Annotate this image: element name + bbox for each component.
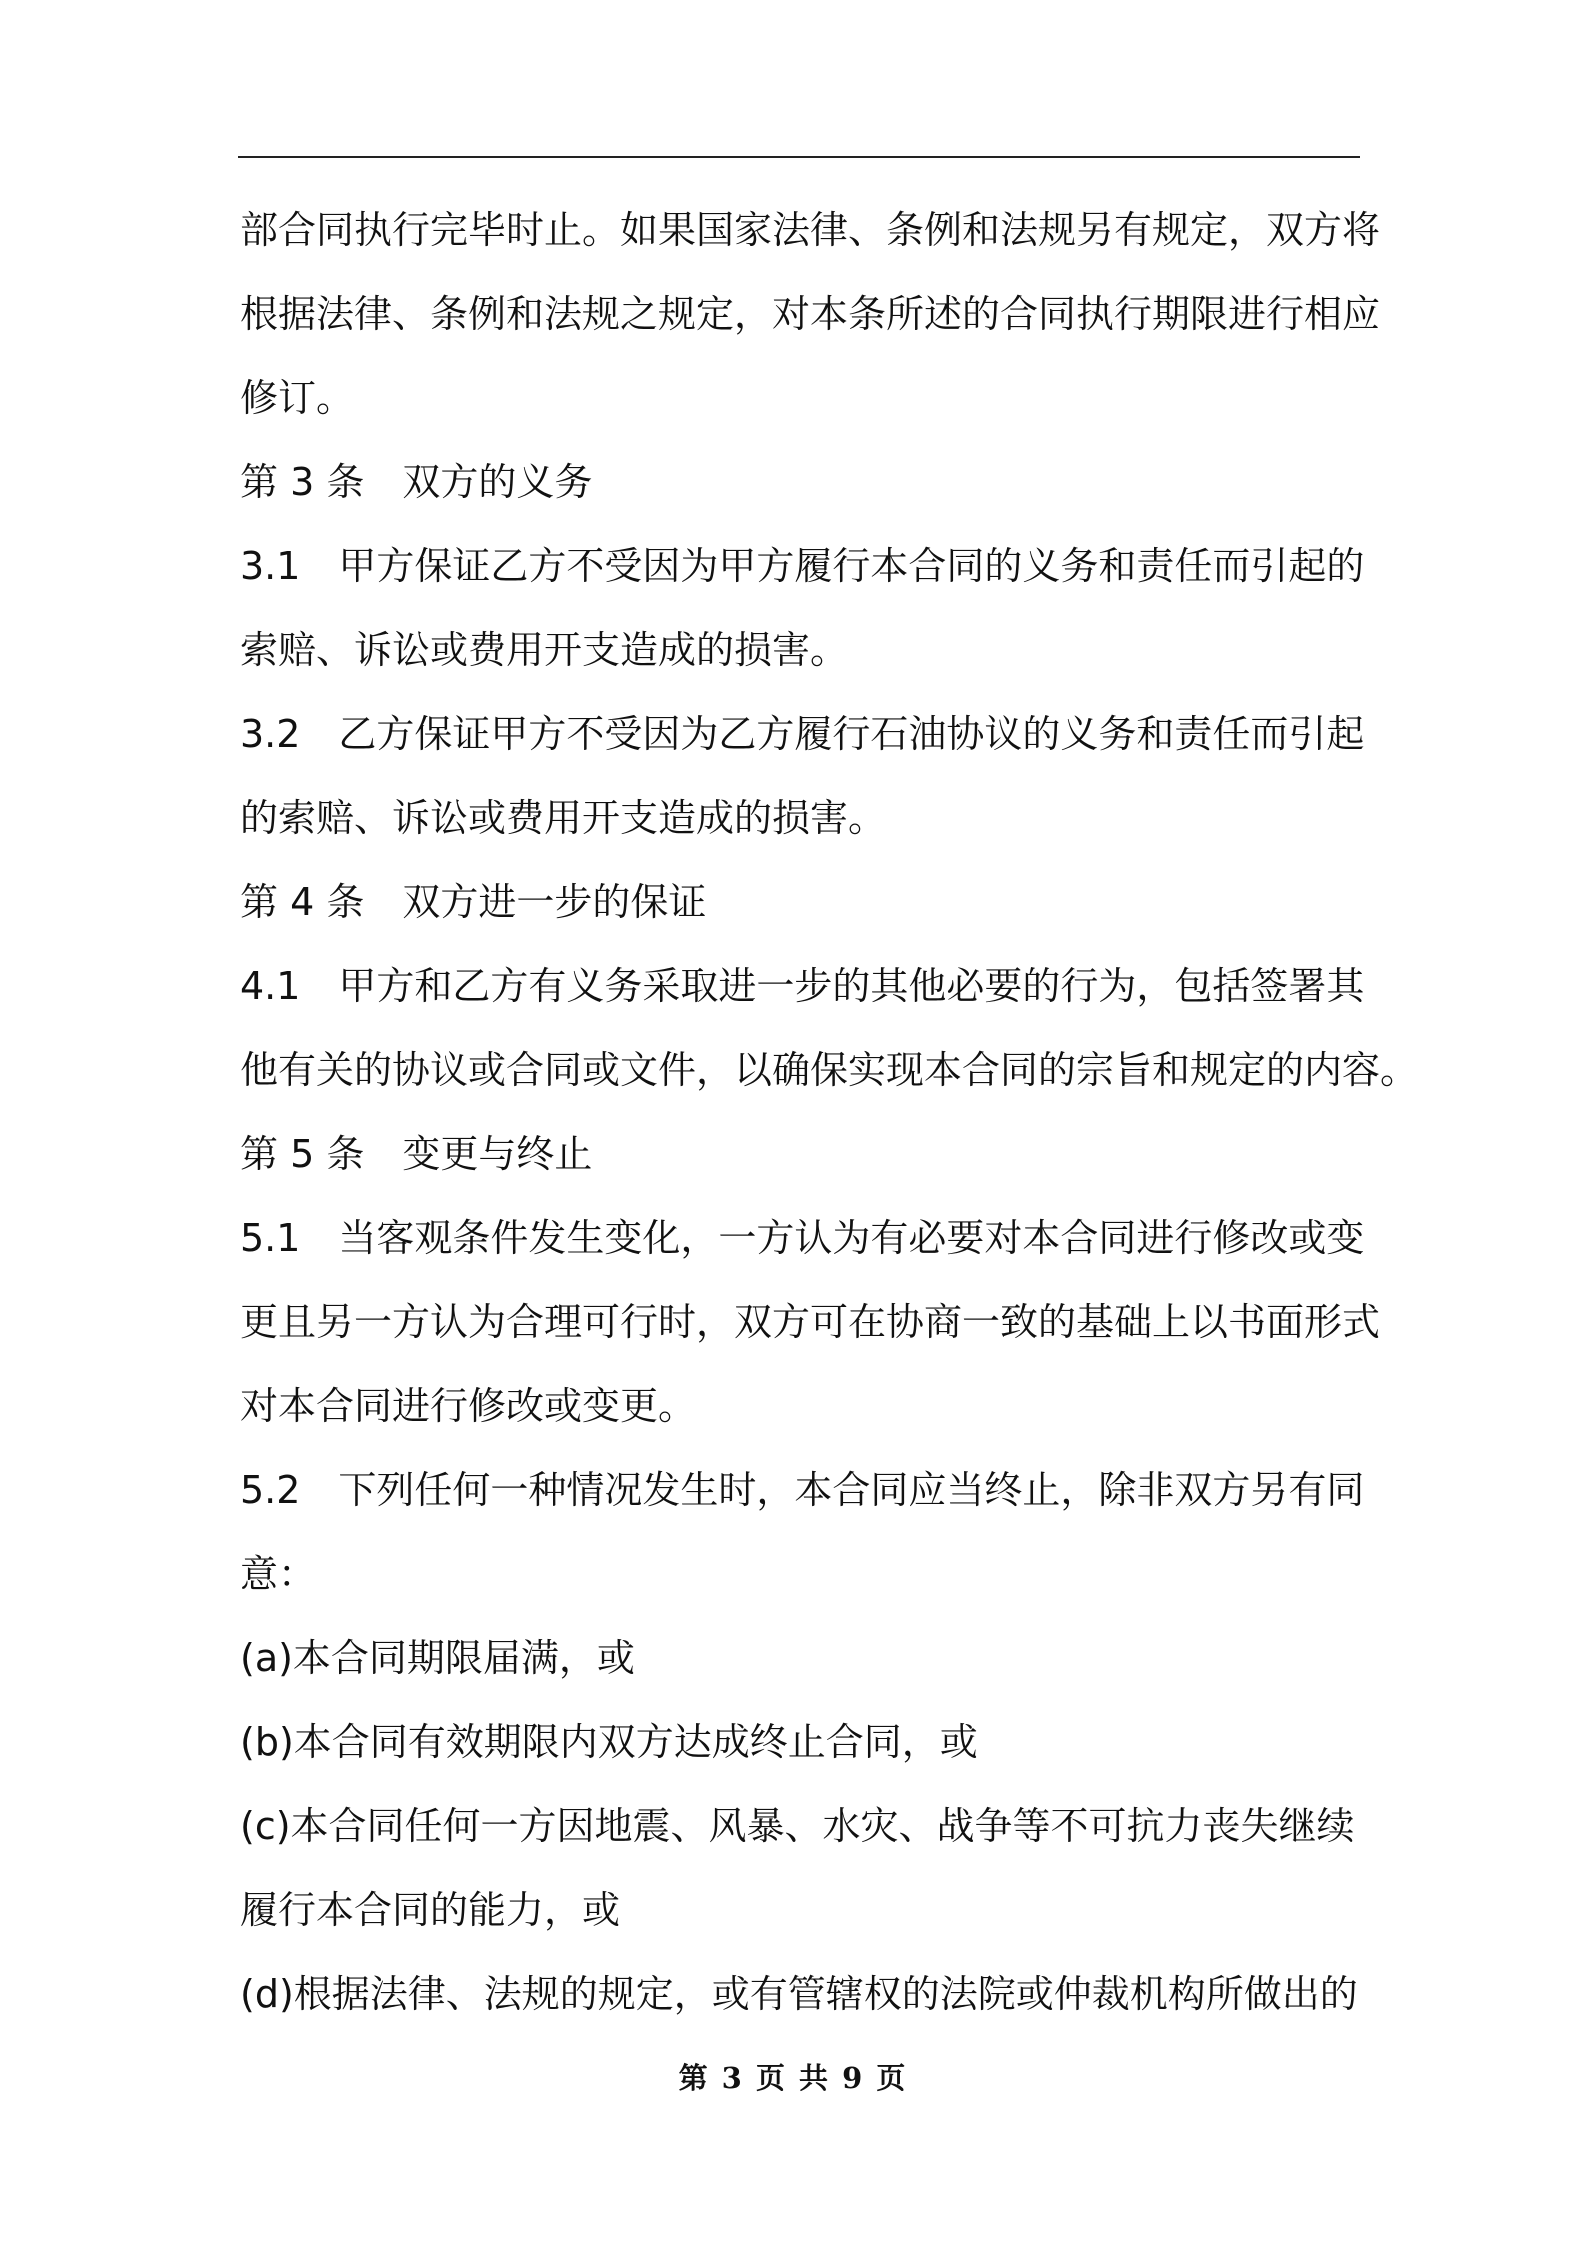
header-rule — [238, 156, 1360, 158]
section-heading-3: 第 3 条 双方的义务 — [240, 460, 593, 504]
clause-5-1: 5.1 当客观条件发生变化，一方认为有必要对本合同进行修改或变 — [240, 1216, 1365, 1260]
text-line: 更且另一方认为合理可行时，双方可在协商一致的基础上以书面形式 — [240, 1300, 1381, 1344]
text-line: 的索赔、诉讼或费用开支造成的损害。 — [240, 796, 887, 840]
clause-3-1: 3.1 甲方保证乙方不受因为甲方履行本合同的义务和责任而引起的 — [240, 544, 1365, 588]
list-item-d: (d)根据法律、法规的规定，或有管辖权的法院或仲裁机构所做出的 — [240, 1972, 1358, 2016]
list-item-c: (c)本合同任何一方因地震、风暴、水灾、战争等不可抗力丧失继续 — [240, 1804, 1355, 1848]
text-line: 履行本合同的能力，或 — [240, 1888, 621, 1932]
clause-4-1: 4.1 甲方和乙方有义务采取进一步的其他必要的行为，包括签署其 — [240, 964, 1365, 1008]
text-line: 索赔、诉讼或费用开支造成的损害。 — [240, 628, 849, 672]
text-line: 修订。 — [240, 376, 355, 420]
text-line: 部合同执行完毕时止。如果国家法律、条例和法规另有规定，双方将 — [240, 208, 1381, 252]
text-line: 根据法律、条例和法规之规定，对本条所述的合同执行期限进行相应 — [240, 292, 1381, 336]
clause-5-2: 5.2 下列任何一种情况发生时，本合同应当终止，除非双方另有同 — [240, 1468, 1365, 1512]
list-item-a: (a)本合同期限届满，或 — [240, 1636, 635, 1680]
text-line: 他有关的协议或合同或文件，以确保实现本合同的宗旨和规定的内容。 — [240, 1048, 1419, 1092]
list-item-b: (b)本合同有效期限内双方达成终止合同，或 — [240, 1720, 978, 1764]
clause-3-2: 3.2 乙方保证甲方不受因为乙方履行石油协议的义务和责任而引起 — [240, 712, 1365, 756]
section-heading-5: 第 5 条 变更与终止 — [240, 1132, 593, 1176]
section-heading-4: 第 4 条 双方进一步的保证 — [240, 880, 707, 924]
text-line: 意： — [240, 1552, 317, 1596]
page-number: 第 3 页 共 9 页 — [678, 2061, 908, 2095]
text-line: 对本合同进行修改或变更。 — [240, 1384, 697, 1428]
document-body — [240, 188, 1419, 2036]
